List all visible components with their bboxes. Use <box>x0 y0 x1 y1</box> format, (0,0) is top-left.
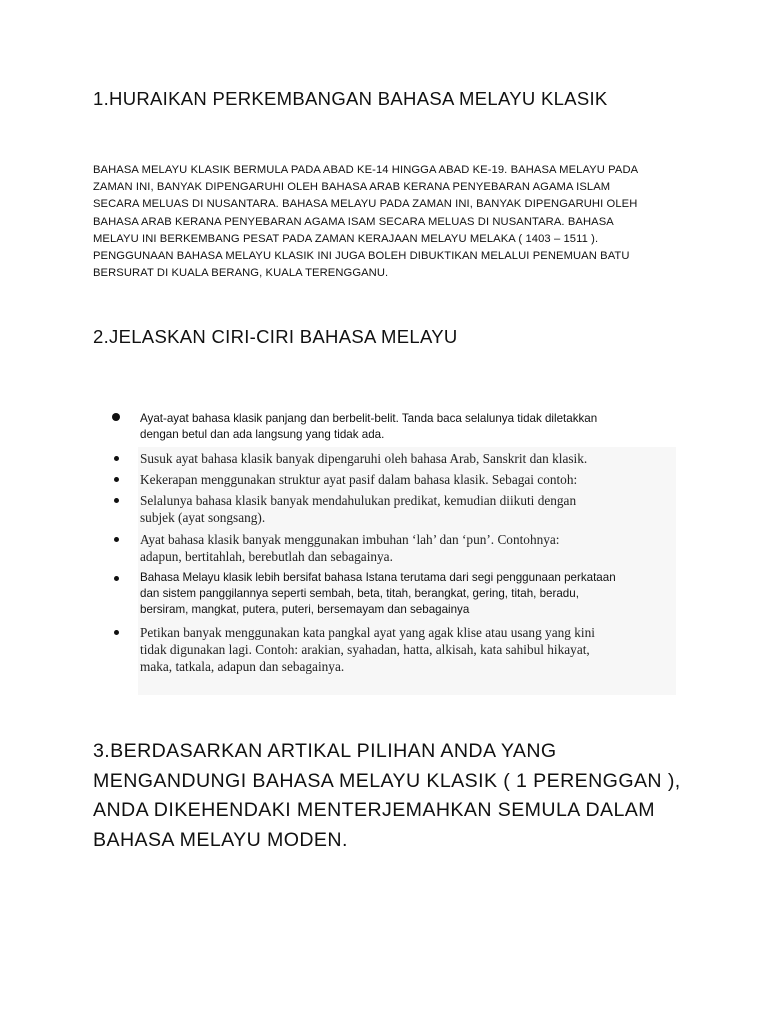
paragraph-line: ZAMAN INI, BANYAK DIPENGARUHI OLEH BAHASA ARAB KERANA PENYEBARAN AGAMA ISLAM <box>93 181 611 194</box>
heading-line: ANDA DIKEHENDAKI MENTERJEMAHKAN SEMULA DALAM <box>93 799 655 821</box>
bullet-icon <box>114 498 119 503</box>
list-item-line: subjek (ayat songsang). <box>140 510 266 525</box>
list-item-line: adapun, bertitahlah, berebutlah dan sebagainya. <box>140 549 393 564</box>
section-1-heading: 1.HURAIKAN PERKEMBANGAN BAHASA MELAYU KLASIK <box>93 88 608 109</box>
bullet-icon <box>114 537 119 542</box>
bullet-icon <box>112 413 120 421</box>
heading-line: 3.BERDASARKAN ARTIKAL PILIHAN ANDA YANG <box>93 740 557 762</box>
list-item-line: Susuk ayat bahasa klasik banyak dipengaruhi oleh bahasa Arab, Sanskrit dan klasik. <box>140 451 588 466</box>
paragraph-line: MELAYU INI BERKEMBANG PESAT PADA ZAMAN KERAJAAN MELAYU MELAKA ( 1403 – 1511 ). <box>93 232 599 245</box>
paragraph-line: BAHASA ARAB KERANA PENYEBARAN AGAMA ISAM SECARA MELUAS DI NUSANTARA. BAHASA <box>93 215 614 228</box>
heading-line: MENGANDUNGI BAHASA MELAYU KLASIK ( 1 PERENGGAN ), <box>93 769 681 792</box>
section-1-paragraph <box>93 162 693 282</box>
heading-line: BAHASA MELAYU MODEN. <box>93 828 348 851</box>
section-2-heading: 2.JELASKAN CIRI-CIRI BAHASA MELAYU <box>93 326 458 347</box>
bullet-icon <box>114 630 119 635</box>
bullet-icon <box>114 456 119 461</box>
list-item-line: maka, tatkala, adapun dan sebagainya. <box>140 659 345 674</box>
bullet-icon <box>114 576 119 581</box>
list-item-line: Kekerapan menggunakan struktur ayat pasif dalam bahasa klasik. Sebagai contoh: <box>140 472 578 487</box>
paragraph-line: BERSURAT DI KUALA BERANG, KUALA TERENGGANU. <box>93 267 389 280</box>
list-item-line: dan sistem panggilannya seperti sembah, beta, titah, berangkat, gering, titah, beradu, <box>140 587 579 600</box>
paragraph-line: BAHASA MELAYU KLASIK BERMULA PADA ABAD KE-14 HINGGA ABAD KE-19. BAHASA MELAYU PADA <box>93 164 639 176</box>
list-item-line: Ayat bahasa klasik banyak menggunakan imbuhan ‘lah’ dan ‘pun’. Contohnya: <box>140 532 560 547</box>
paragraph-line: PENGGUNAAN BAHASA MELAYU KLASIK INI JUGA BOLEH DIBUKTIKAN MELALUI PENEMUAN BATU <box>93 250 630 263</box>
list-item-line: dengan betul dan ada langsung yang tidak ada. <box>140 428 385 441</box>
list-item-line: Selalunya bahasa klasik banyak mendahulukan predikat, kemudian diikuti dengan <box>140 493 577 508</box>
list-item-line: bersiram, mangkat, putera, puteri, bersemayam dan sebagainya <box>140 603 470 616</box>
section-3-heading <box>93 737 733 855</box>
bullet-icon <box>114 477 119 482</box>
list-item-line: tidak digunakan lagi. Contoh: arakian, syahadan, hatta, alkisah, kata sahibul hikayat, <box>140 642 590 657</box>
paragraph-line: SECARA MELUAS DI NUSANTARA. BAHASA MELAYU PADA ZAMAN INI, BANYAK DIPENGARUHI OLEH <box>93 198 638 211</box>
list-item-line: Bahasa Melayu klasik lebih bersifat bahasa Istana terutama dari segi penggunaan perkataan <box>140 571 616 584</box>
list-item-line: Ayat-ayat bahasa klasik panjang dan berbelit-belit. Tanda baca selalunya tidak diletakkan <box>140 412 598 425</box>
list-item-line: Petikan banyak menggunakan kata pangkal ayat yang agak klise atau usang yang kini <box>140 625 595 640</box>
